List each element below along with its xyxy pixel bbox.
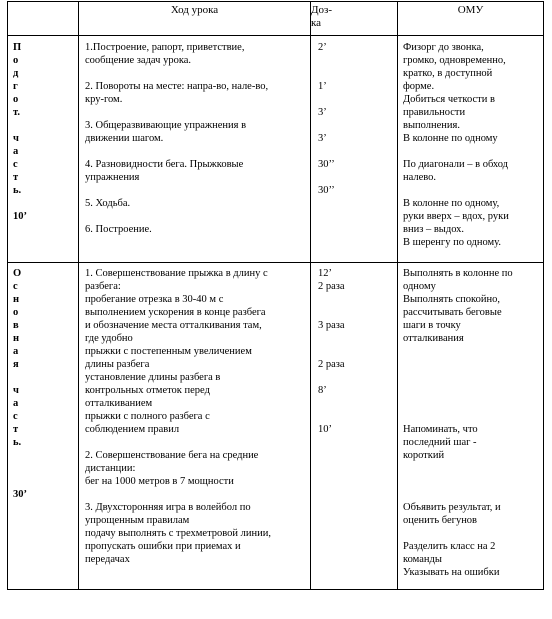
main-content-line: упрощенным правилам [85, 515, 190, 526]
main-omu [403, 267, 513, 579]
prep-side-label-line: г [13, 81, 18, 92]
main-content-line: прыжки с постепенным увеличением [85, 346, 252, 357]
prep-side-label-line: ь. [13, 185, 22, 196]
main-dose-line: 3 раза [318, 320, 345, 331]
main-side-label-line [13, 371, 27, 384]
main-omu-line: Указывать на ошибки [403, 567, 500, 578]
prep-side-label-line: д [13, 68, 19, 79]
main-side-label-line: т [13, 424, 19, 435]
prep-dose-line [318, 93, 335, 106]
prep-side-label-line: т. [13, 107, 20, 118]
prep-omu [403, 41, 509, 249]
prep-content-line: движении шагом. [85, 133, 164, 144]
prep-side-label-line [13, 119, 27, 132]
prep-dose-line: 30’’ [318, 159, 335, 170]
main-omu-line: последний шаг - [403, 437, 477, 448]
main-side-label-line: о [13, 307, 19, 318]
main-side-label-line: в [13, 320, 19, 331]
main-omu-line [403, 462, 513, 475]
main-dose-line [318, 397, 345, 410]
main-omu-line [403, 384, 513, 397]
prep-content-line: 6. Построение. [85, 224, 152, 235]
prep-omu-line: форме. [403, 81, 435, 92]
header-omu: ОМУ [457, 4, 484, 16]
prep-dose-line: 3’ [318, 133, 327, 144]
main-side-label-line: а [13, 346, 19, 357]
col-border-right [543, 1, 544, 590]
prep-content-line [85, 184, 268, 197]
main-omu-line [403, 527, 513, 540]
header-row-divider [7, 35, 544, 36]
main-dose [318, 267, 345, 436]
main-dose-line: 10’ [318, 424, 332, 435]
prep-content-line [85, 145, 268, 158]
prep-dose-line [318, 54, 335, 67]
main-dose-line [318, 371, 345, 384]
prep-omu-line: В колонне по одному, [403, 198, 500, 209]
main-content-line: пропускать ошибки при приемах и [85, 541, 241, 552]
prep-side-label-line: П [13, 42, 22, 53]
header-dose-line2: ка [311, 17, 322, 29]
main-omu-line: короткий [403, 450, 445, 461]
main-omu-line: Выполнять в колонне по [403, 268, 513, 279]
main-content-line [85, 488, 271, 501]
main-content-line [85, 436, 271, 449]
main-content-line: длины разбега [85, 359, 150, 370]
main-omu-line [403, 345, 513, 358]
prep-omu-line: громко, одновременно, [403, 55, 506, 66]
main-side-label-line: О [13, 268, 22, 279]
main-dose-line: 2 раза [318, 359, 345, 370]
main-side-label-line [13, 475, 27, 488]
main-dose-line [318, 410, 345, 423]
col-divider-1 [78, 1, 79, 590]
main-omu-line [403, 358, 513, 371]
main-side-label-line [13, 449, 27, 462]
main-content [85, 267, 271, 566]
main-content-line: установление длины разбега в [85, 372, 221, 383]
main-dose-line [318, 293, 345, 306]
main-dose-line: 12’ [318, 268, 332, 279]
col-divider-2 [310, 1, 311, 590]
prep-content-line: упражнения [85, 172, 140, 183]
prep-omu-line: Добиться четкости в [403, 94, 495, 105]
main-omu-line: оценить бегунов [403, 515, 478, 526]
prep-omu-line: вниз – выдох. [403, 224, 465, 235]
prep-omu-line: кратко, в доступной [403, 68, 493, 79]
main-content-line: выполнением ускорения в конце разбега [85, 307, 266, 318]
header-dose [311, 4, 335, 30]
main-side-label-line: н [13, 333, 20, 344]
main-omu-line [403, 397, 513, 410]
prep-side-label-line: 10’ [13, 211, 27, 222]
main-dose-line [318, 345, 345, 358]
prep-content-line [85, 106, 268, 119]
prep-dose-line: 3’ [318, 107, 327, 118]
col-border-left [7, 1, 8, 590]
main-omu-line [403, 371, 513, 384]
prep-content-line: кру-гом. [85, 94, 123, 105]
prep-side-label-line: с [13, 159, 18, 170]
main-side-label-line: а [13, 398, 19, 409]
prep-omu-line [403, 145, 509, 158]
main-omu-line: отталкивания [403, 333, 464, 344]
prep-dose-line [318, 171, 335, 184]
prep-content-line: 2. Повороты на месте: напра-во, нале-во, [85, 81, 269, 92]
main-omu-line [403, 488, 513, 501]
main-omu-line: Разделить класс на 2 [403, 541, 496, 552]
prep-side-label-line [13, 197, 27, 210]
prep-dose-line [318, 145, 335, 158]
prep-omu-line [403, 184, 509, 197]
main-side-label-line: ч [13, 385, 19, 396]
prep-content [85, 41, 268, 236]
main-omu-line: одному [403, 281, 436, 292]
main-content-line: дистанции: [85, 463, 136, 474]
prep-dose-line [318, 67, 335, 80]
prep-side-label-line: ч [13, 133, 19, 144]
section-divider [7, 262, 544, 263]
prep-content-line: 4. Разновидности бега. Прыжковые [85, 159, 244, 170]
prep-content-line: 1.Построение, рапорт, приветствие, [85, 42, 245, 53]
main-side-label-line: н [13, 294, 20, 305]
main-omu-line: команды [403, 554, 442, 565]
prep-side-label-line: о [13, 55, 19, 66]
header-lesson-course: Ход урока [170, 4, 219, 16]
prep-omu-line: В колонне по одному [403, 133, 498, 144]
main-dose-line: 2 раза [318, 281, 345, 292]
main-omu-line: Выполнять спокойно, [403, 294, 500, 305]
prep-side-label [13, 41, 27, 223]
main-omu-line [403, 475, 513, 488]
main-content-line: отталкиванием [85, 398, 153, 409]
main-side-label-line: с [13, 411, 18, 422]
main-omu-line: Объявить результат, и [403, 502, 501, 513]
main-content-line: передачах [85, 554, 130, 565]
main-side-label-line: 30’ [13, 489, 27, 500]
header-dose-line1: Доз- [311, 4, 333, 16]
main-content-line: и обозначение места отталкивания там, [85, 320, 262, 331]
main-content-line: контрольных отметок перед [85, 385, 210, 396]
prep-dose-line: 30’’ [318, 185, 335, 196]
prep-side-label-line: т [13, 172, 19, 183]
main-dose-line: 8’ [318, 385, 327, 396]
prep-content-line [85, 67, 268, 80]
prep-dose-line: 2’ [318, 42, 327, 53]
main-content-line: 2. Совершенствование бега на средние [85, 450, 259, 461]
main-dose-line [318, 332, 345, 345]
prep-dose-line [318, 119, 335, 132]
main-content-line: прыжки с полного разбега с [85, 411, 210, 422]
prep-side-label-line: о [13, 94, 19, 105]
prep-content-line: 5. Ходьба. [85, 198, 131, 209]
prep-content-line: сообщение задач урока. [85, 55, 192, 66]
main-side-label-line: я [13, 359, 19, 370]
table-border-bottom [7, 589, 544, 590]
main-content-line: пробегание отрезка в 30-40 м с [85, 294, 224, 305]
prep-omu-line: налево. [403, 172, 437, 183]
prep-omu-line: В шеренгу по одному. [403, 237, 502, 248]
main-omu-line: рассчитывать беговые [403, 307, 502, 318]
prep-omu-line: По диагонали – в обход [403, 159, 509, 170]
prep-omu-line: выполнения. [403, 120, 460, 131]
prep-dose-line: 1’ [318, 81, 327, 92]
main-content-line: 1. Совершенствование прыжка в длину с [85, 268, 268, 279]
main-content-line: соблюдением правил [85, 424, 180, 435]
prep-dose [318, 41, 335, 197]
prep-side-label-line: а [13, 146, 19, 157]
table-border-top [7, 1, 544, 2]
main-dose-line [318, 306, 345, 319]
main-side-label-line [13, 462, 27, 475]
main-side-label-line: ь. [13, 437, 22, 448]
prep-omu-line: руки вверх – вдох, руки [403, 211, 509, 222]
prep-omu-line: Физорг до звонка, [403, 42, 484, 53]
col-divider-3 [397, 1, 398, 590]
prep-content-line: 3. Общеразвивающие упражнения в [85, 120, 247, 131]
main-side-label [13, 267, 27, 501]
main-side-label-line: с [13, 281, 18, 292]
prep-content-line [85, 210, 268, 223]
main-content-line: подачу выполнять с трехметровой линии, [85, 528, 272, 539]
main-omu-line: Напоминать, что [403, 424, 478, 435]
main-omu-line [403, 410, 513, 423]
main-content-line: бег на 1000 метров в 7 мощности [85, 476, 234, 487]
main-omu-line: шаги в точку [403, 320, 461, 331]
main-content-line: разбега: [85, 281, 121, 292]
main-content-line: где удобно [85, 333, 133, 344]
prep-omu-line: правильности [403, 107, 466, 118]
main-content-line: 3. Двухсторонняя игра в волейбол по [85, 502, 251, 513]
